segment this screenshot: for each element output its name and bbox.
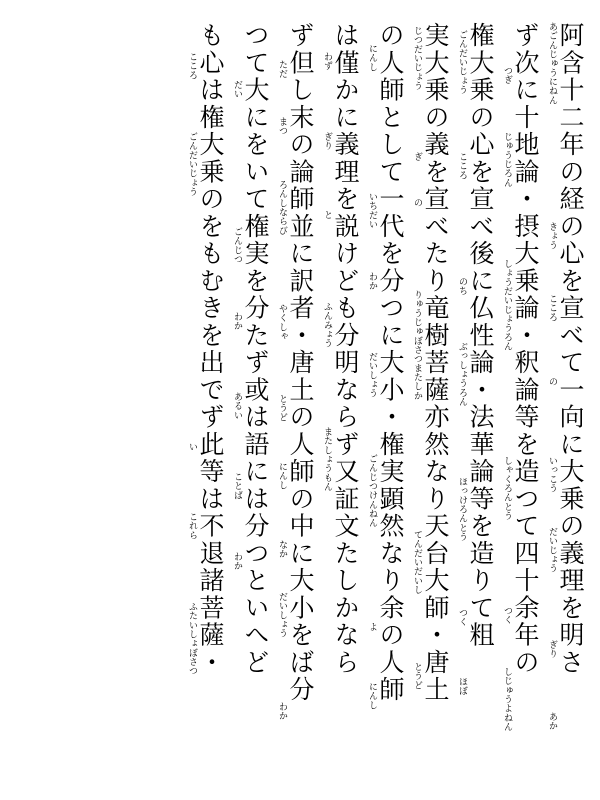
ruby-annotation: なか [278, 540, 288, 559]
ruby-annotation: いっこう [548, 456, 558, 493]
column-main-text: ず次に十地論・摂大乗論・釈論等を造つて四十余年の [511, 22, 538, 676]
ruby-annotation: だいしょう [368, 352, 378, 398]
text-column [544, 22, 582, 780]
column-gap [357, 22, 364, 780]
ruby-annotation: しょうだいじょうろん [503, 259, 513, 351]
column-gap [312, 22, 319, 780]
ruby-annotation: ごんじつけんねん [368, 454, 378, 528]
column-ruby-layer [409, 22, 422, 780]
column-main-text: は僅かに義理を説けども分明ならず又証文たしかなら [331, 22, 358, 676]
ruby-annotation: ぎり [323, 132, 333, 151]
ruby-annotation: わか [233, 552, 243, 571]
ruby-annotation: ぎ [413, 152, 423, 162]
ruby-annotation: ふんみょう [323, 302, 333, 348]
ruby-annotation: のち [458, 277, 468, 296]
ruby-annotation: つぎ [503, 66, 513, 85]
column-main-text: 実大乗の義を宣べたり竜樹菩薩亦然なり天台大師・唐土 [421, 22, 448, 704]
column-gap [402, 22, 409, 780]
ruby-annotation: わか [233, 312, 243, 331]
ruby-annotation: だい [233, 80, 243, 99]
ruby-annotation: ごんだいじょう [458, 30, 468, 95]
text-column [274, 22, 312, 780]
ruby-annotation: わか [278, 702, 288, 721]
ruby-annotation: まつ [278, 117, 288, 136]
ruby-annotation: ただ [278, 60, 288, 79]
ruby-annotation: ことば [233, 472, 243, 500]
column-ruby-layer [499, 22, 512, 780]
text-column [229, 22, 267, 780]
ruby-annotation: ほっけろんとう [458, 477, 468, 542]
column-main-text: の人師として一代を分つに大小・権実顕然なり余の人師 [376, 22, 403, 704]
ruby-annotation: ぎり [548, 640, 558, 659]
ruby-annotation: しゃくろんとう [503, 456, 513, 521]
column-gap [447, 22, 454, 780]
ruby-annotation: やくしゃ [278, 304, 288, 341]
ruby-annotation: ふたいしょぼさつ [188, 602, 198, 676]
ruby-annotation: だいしょう [278, 592, 288, 638]
ruby-annotation: あか [548, 712, 558, 731]
column-ruby-layer [454, 22, 467, 780]
ruby-annotation: てんだいだいし [413, 530, 423, 595]
ruby-annotation: じつだいじょう [413, 26, 423, 91]
ruby-annotation: だいじょう [548, 527, 558, 573]
column-main-text: 阿含十二年の経の心を宣べて一向に大乗の義理を明さ [556, 22, 583, 676]
column-ruby-layer [184, 22, 197, 780]
ruby-annotation: こころ [548, 294, 558, 322]
column-main-text: 権大乗の心を宣べ後に仏性論・法華論等を造りて粗 [466, 22, 493, 649]
ruby-annotation: にんし [278, 462, 288, 490]
ruby-annotation: つく [458, 608, 468, 627]
text-column [319, 22, 357, 780]
ruby-annotation: ほぼ [458, 677, 468, 696]
text-column [364, 22, 402, 780]
text-column [499, 22, 537, 780]
text-column [454, 22, 492, 780]
ruby-annotation: わず [323, 52, 333, 71]
ruby-annotation: あるい [233, 392, 243, 420]
text-column [409, 22, 447, 780]
ruby-annotation: こころ [188, 52, 198, 80]
text-column [184, 22, 222, 780]
ruby-annotation: ぶっしょうろん [458, 342, 468, 407]
column-gap [267, 22, 274, 780]
ruby-annotation: じゅうじろん [503, 132, 513, 188]
column-ruby-layer [319, 22, 332, 780]
ruby-annotation: にんし [368, 682, 378, 710]
ruby-annotation: またしょうもん [323, 427, 333, 492]
ruby-annotation: いちだい [368, 192, 378, 229]
ruby-annotation: ごんじつ [233, 227, 243, 264]
ruby-annotation: ごんだいじょう [188, 132, 198, 197]
ruby-annotation: の [413, 198, 423, 208]
ruby-annotation: わか [368, 272, 378, 291]
ruby-annotation: の [548, 377, 558, 387]
ruby-annotation: しじゅうよねん [503, 667, 513, 732]
column-gap [537, 22, 544, 780]
ruby-annotation: あごんじゅうにねん [548, 22, 558, 105]
ruby-annotation: こころ [458, 152, 468, 180]
column-ruby-layer [544, 22, 557, 780]
column-main-text: ず但し末の論師並に訳者・唐土の人師の中に大小をば分 [286, 22, 313, 704]
vertical-text-body [18, 22, 582, 780]
column-main-text: も心は権大乗のをもむきを出でず此等は不退諸菩薩・ [196, 22, 223, 676]
ruby-annotation: とうど [413, 662, 423, 690]
column-ruby-layer [364, 22, 377, 780]
ruby-annotation: これら [188, 512, 198, 540]
column-main-text: つて大にをいて権実を分たず或は語には分つといへど [241, 22, 268, 676]
ruby-annotation: よ [368, 622, 378, 632]
ruby-annotation: い [188, 442, 198, 452]
column-gap [222, 22, 229, 780]
column-gap [492, 22, 499, 780]
column-ruby-layer [229, 22, 242, 780]
column-ruby-layer [274, 22, 287, 780]
ruby-annotation: にんし [368, 44, 378, 72]
ruby-annotation: とうど [278, 394, 288, 422]
ruby-annotation: つく [503, 606, 513, 625]
ruby-annotation: きょう [548, 222, 558, 250]
ruby-annotation: と [323, 210, 333, 220]
ruby-annotation: りゅうじゅぼさつまたしか [413, 290, 423, 401]
ruby-annotation: ろんしならび [278, 180, 288, 236]
